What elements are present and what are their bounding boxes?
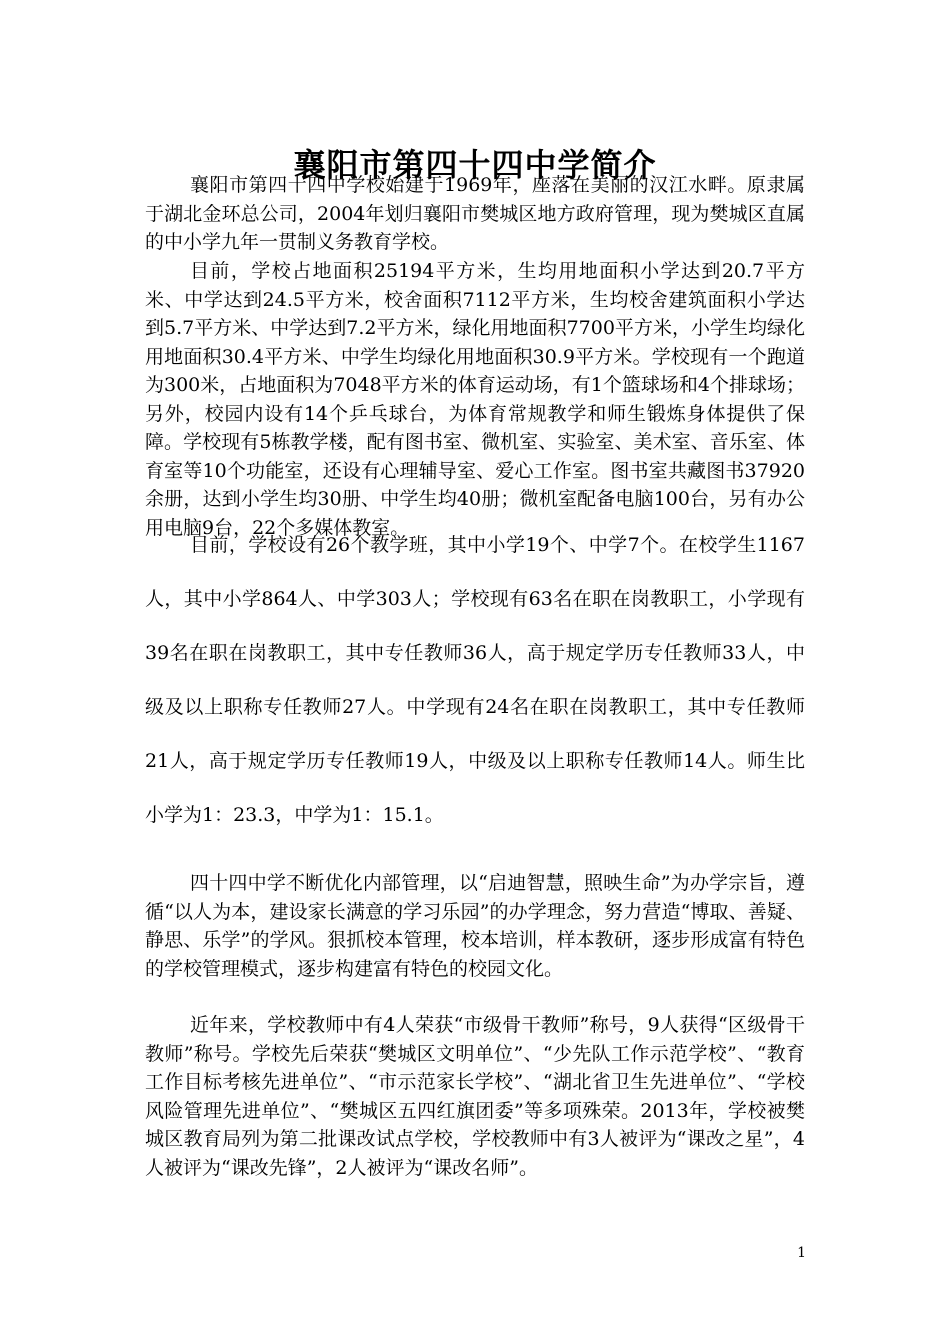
paragraph-history: 襄阳市第四十四中学校始建于1969年，座落在美丽的汉江水畔。原隶属于湖北金环总公司，2004年划归襄阳市樊城区地方政府管理，现为樊城区直属的中小学九年一贯制义务教育学校。 xyxy=(145,174,805,253)
document-title: 襄阳市第四十四中学简介 xyxy=(293,146,657,185)
paragraph-honors: 近年来，学校教师中有4人荣获“市级骨干教师”称号，9人获得“区级骨干教师”称号。学校先后荣获“樊城区文明单位”、“少先队工作示范学校”、“教育工作目标考核先进单位”、“市示范家长学校”、“湖北省卫生先进单位”、“学校风险管理先进单位”、“樊城区五四红旗团委”等多项殊荣。2013年，学校被樊城区教育局列为第二批课改试点学校，学校教师中有3人被评为“课改之星”，4人被评为“课改先锋”，2人被评为“课改名师”。 xyxy=(145,1014,805,1179)
paragraph-facilities: 目前，学校占地面积25194平方米，生均用地面积小学达到20.7平方米、中学达到24.5平方米，校舍面积7112平方米，生均校舍建筑面积小学达到5.7平方米、中学达到7.2平方米，绿化用地面积7700平方米，小学生均绿化用地面积30.4平方米、中学生均绿化用地面积30.9平方米。学校现有一个跑道为300米，占地面积为7048平方米的体育运动场，有1个篮球场和4个排球场；另外，校园内设有14个乒乓球台，为体育常规教学和师生锻炼身体提供了保障。学校现有5栋教学楼，配有图书室、微机室、实验室、美术室、音乐室、体育室等10个功能室，还设有心理辅导室、爱心工作室。图书室共藏图书37920余册，达到小学生均30册、中学生均40册；微机室配备电脑100台，另有办公用电脑9台，22个多媒体教室。 xyxy=(145,260,805,539)
paragraph-management: 四十四中学不断优化内部管理，以“启迪智慧，照映生命”为办学宗旨，遵循“以人为本，建设家长满意的学习乐园”的办学理念，努力营造“博取、善疑、静思、乐学”的学风。狠抓校本管理，校本培训，样本教研，逐步形成富有特色的学校管理模式，逐步构建富有特色的校园文化。 xyxy=(145,872,805,980)
paragraph-classes-staff: 目前，学校设有26个教学班，其中小学19个、中学7个。在校学生1167人，其中小学864人、中学303人；学校现有63名在职在岗教职工，小学现有39名在职在岗教职工，其中专任教师36人，高于规定学历专任教师33人，中级及以上职称专任教师27人。中学现有24名在职在岗教职工，其中专任教师21人，高于规定学历专任教师19人，中级及以上职称专任教师14人。师生比小学为1：23.3，中学为1：15.1。 xyxy=(145,534,805,826)
page-number: 1 xyxy=(797,1245,806,1261)
